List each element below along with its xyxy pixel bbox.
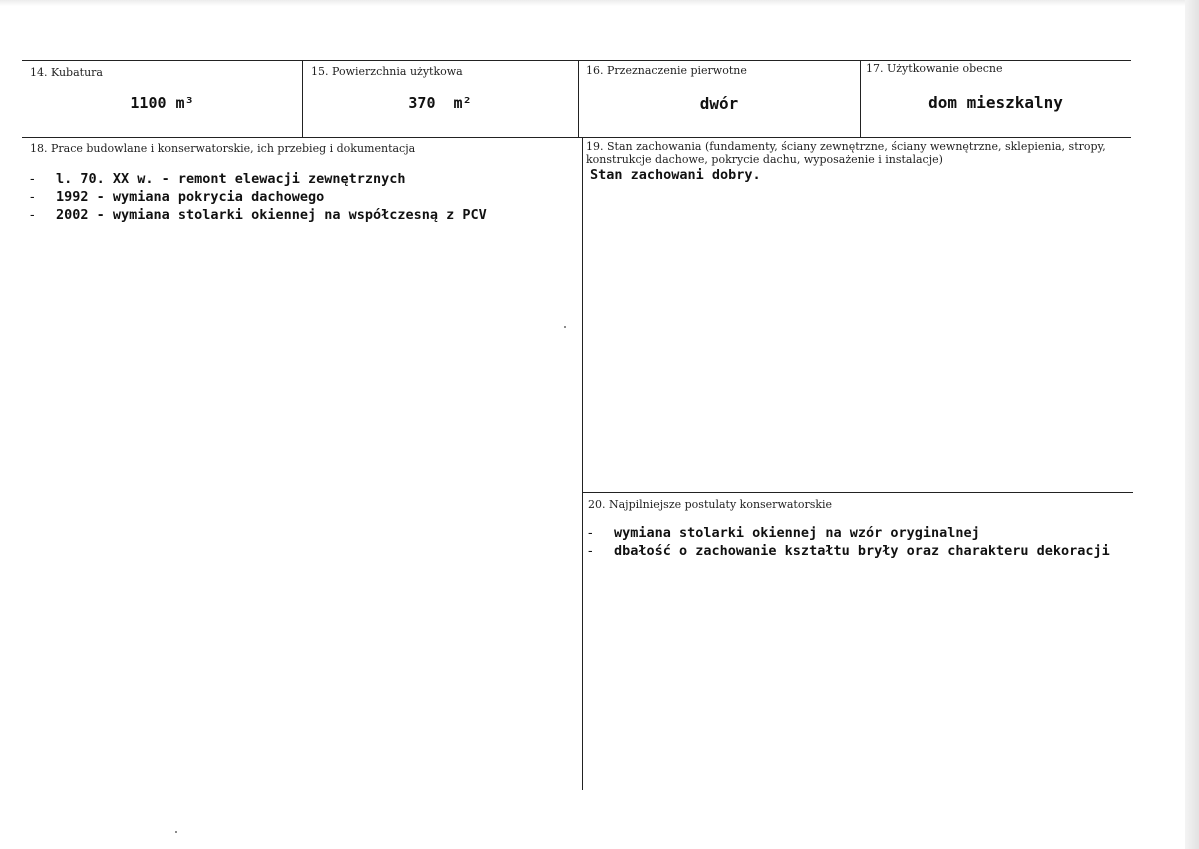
postulaty-list: [588, 524, 1110, 560]
list-item-text: 2002 - wymiana stolarki okiennej na współczesną z PCV: [56, 207, 487, 223]
list-item: [30, 206, 487, 224]
stan-label-line1: 19. Stan zachowania (fundamenty, ściany zewnętrzne, ściany wewnętrzne, sklepienia, stropy,: [586, 140, 1106, 153]
list-item-text: l. 70. XX w. - remont elewacji zewnętrznych: [56, 171, 406, 187]
kubatura-label: 14. Kubatura: [30, 66, 103, 79]
list-item: [588, 542, 1110, 560]
list-item-text: 1992 - wymiana pokrycia dachowego: [56, 189, 325, 205]
prace-list: [30, 170, 487, 224]
kubatura-value: 1100 m³: [130, 94, 194, 112]
postulaty-label: 20. Najpilniejsze postulaty konserwatorskie: [588, 498, 833, 511]
scan-edge-right: [1185, 0, 1199, 849]
uzytkowanie-label: 17. Użytkowanie obecne: [866, 62, 1003, 75]
list-dash: -: [30, 171, 35, 187]
scan-edge-top: [0, 0, 1199, 6]
box20-top-border: [582, 492, 1133, 493]
list-dash: -: [588, 543, 593, 559]
table-top-border: [22, 60, 1131, 61]
list-dash: -: [30, 207, 35, 223]
stan-label-line2: konstrukcje dachowe, pokrycie dachu, wyposażenie i instalacje): [586, 153, 943, 166]
list-dash: -: [30, 189, 35, 205]
prace-label: 18. Prace budowlane i konserwatorskie, ich przebieg i dokumentacja: [30, 142, 416, 155]
stan-value: Stan zachowani dobry.: [590, 167, 761, 183]
powierzchnia-value: 370 m²: [408, 94, 472, 112]
scan-speck: [564, 326, 566, 328]
col-divider-18-19: [582, 137, 583, 790]
row1-bottom-border: [22, 137, 1131, 138]
list-dash: -: [588, 525, 593, 541]
powierzchnia-label: 15. Powierzchnia użytkowa: [311, 65, 463, 78]
przeznaczenie-value: dwór: [699, 94, 739, 113]
list-item: [588, 524, 1110, 542]
scan-speck: [175, 831, 177, 833]
uzytkowanie-value: dom mieszkalny: [928, 93, 1063, 112]
list-item-text: dbałość o zachowanie kształtu bryły oraz charakteru dekoracji: [614, 543, 1110, 559]
list-item-text: wymiana stolarki okiennej na wzór oryginalnej: [614, 525, 980, 541]
list-item: [30, 170, 487, 188]
list-item: [30, 188, 487, 206]
przeznaczenie-label: 16. Przeznaczenie pierwotne: [586, 64, 747, 77]
